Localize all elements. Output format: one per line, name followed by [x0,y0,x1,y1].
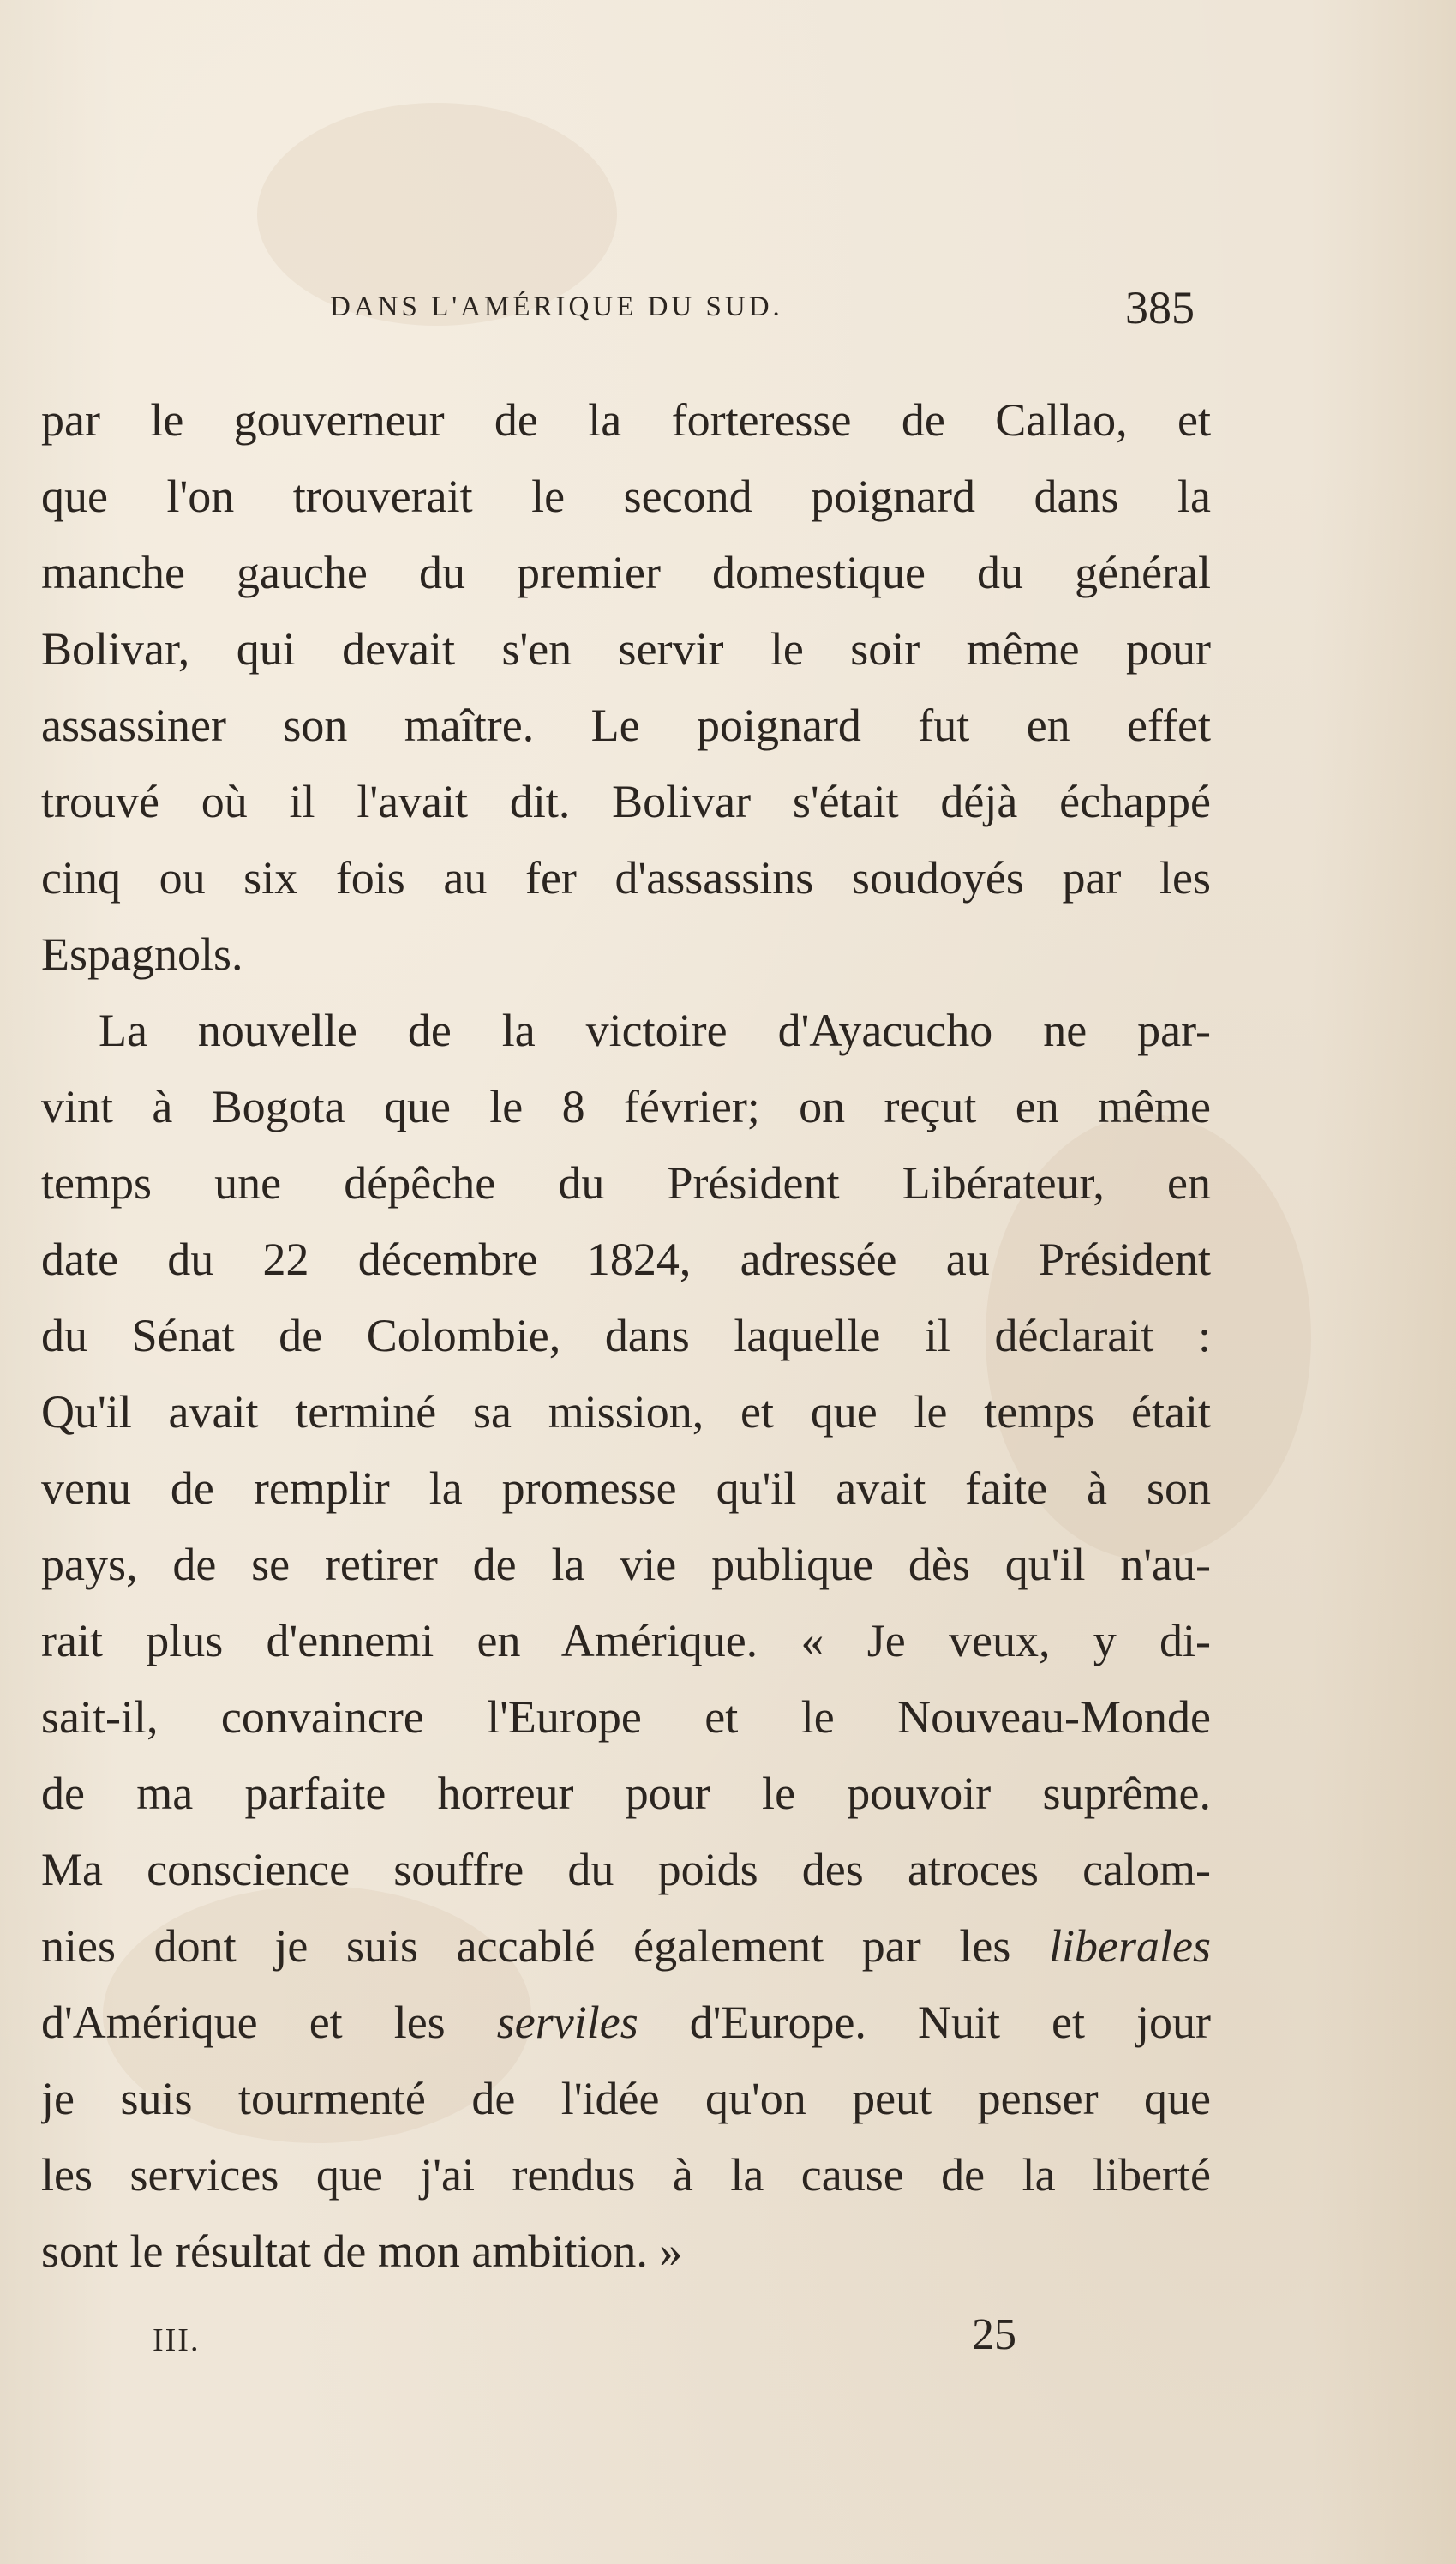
text-line: manche gauche du premier domestique du général [41,547,1211,598]
page-header [0,273,1456,333]
italic-word: liberales [1049,1920,1211,1972]
page-number: 385 [1125,282,1195,333]
text-line: Ma conscience souffre du poids des atroces calom- [41,1844,1211,1895]
signature-volume: III. [153,2322,201,2358]
text-line: sait-il, convaincre l'Europe et le Nouveau-Monde [41,1691,1211,1743]
text-line: Qu'il avait terminé sa mission, et que le temps était [41,1386,1211,1438]
text-line: nies dont je suis accablé également par les liberales [41,1920,1211,1972]
body-text [41,382,1211,2290]
text-line: pays, de se retirer de la vie publique dès qu'il n'au- [41,1539,1211,1590]
text-line: Espagnols. [41,928,243,980]
text-line: sont le résultat de mon ambition. » [41,2225,683,2277]
page-footer [0,2306,1456,2366]
text-line: de ma parfaite horreur pour le pouvoir suprême. [41,1768,1211,1819]
text-line: vint à Bogota que le 8 février; on reçut en même [41,1081,1211,1132]
text-line: les services que j'ai rendus à la cause de la liberté [41,2149,1211,2201]
text-line: du Sénat de Colombie, dans laquelle il déclarait : [41,1310,1211,1361]
signature-number: 25 [972,2310,1016,2359]
text-line: assassiner son maître. Le poignard fut en effet [41,700,1211,751]
text-line: que l'on trouverait le second poignard dans la [41,471,1211,522]
text-line: d'Amérique et les serviles d'Europe. Nuit et jour [41,1997,1211,2048]
text-line: venu de remplir la promesse qu'il avait faite à son [41,1462,1211,1514]
text-line: je suis tourmenté de l'idée qu'on peut penser que [41,2073,1211,2124]
text-line: La nouvelle de la victoire d'Ayacucho ne par- [99,1005,1211,1056]
text-line: rait plus d'ennemi en Amérique. « Je veux, y di- [41,1615,1211,1666]
text-line: cinq ou six fois au fer d'assassins soudoyés par les [41,852,1211,904]
text-line: temps une dépêche du Président Libérateur, en [41,1157,1211,1209]
text-line: Bolivar, qui devait s'en servir le soir même pour [41,623,1211,675]
running-head: DANS L'AMÉRIQUE DU SUD. [330,291,783,322]
text-line: trouvé où il l'avait dit. Bolivar s'était déjà échappé [41,776,1211,827]
text-line: par le gouverneur de la forteresse de Callao, et [41,394,1211,446]
italic-word: serviles [496,1997,638,2048]
text-line: date du 22 décembre 1824, adressée au Président [41,1234,1211,1285]
